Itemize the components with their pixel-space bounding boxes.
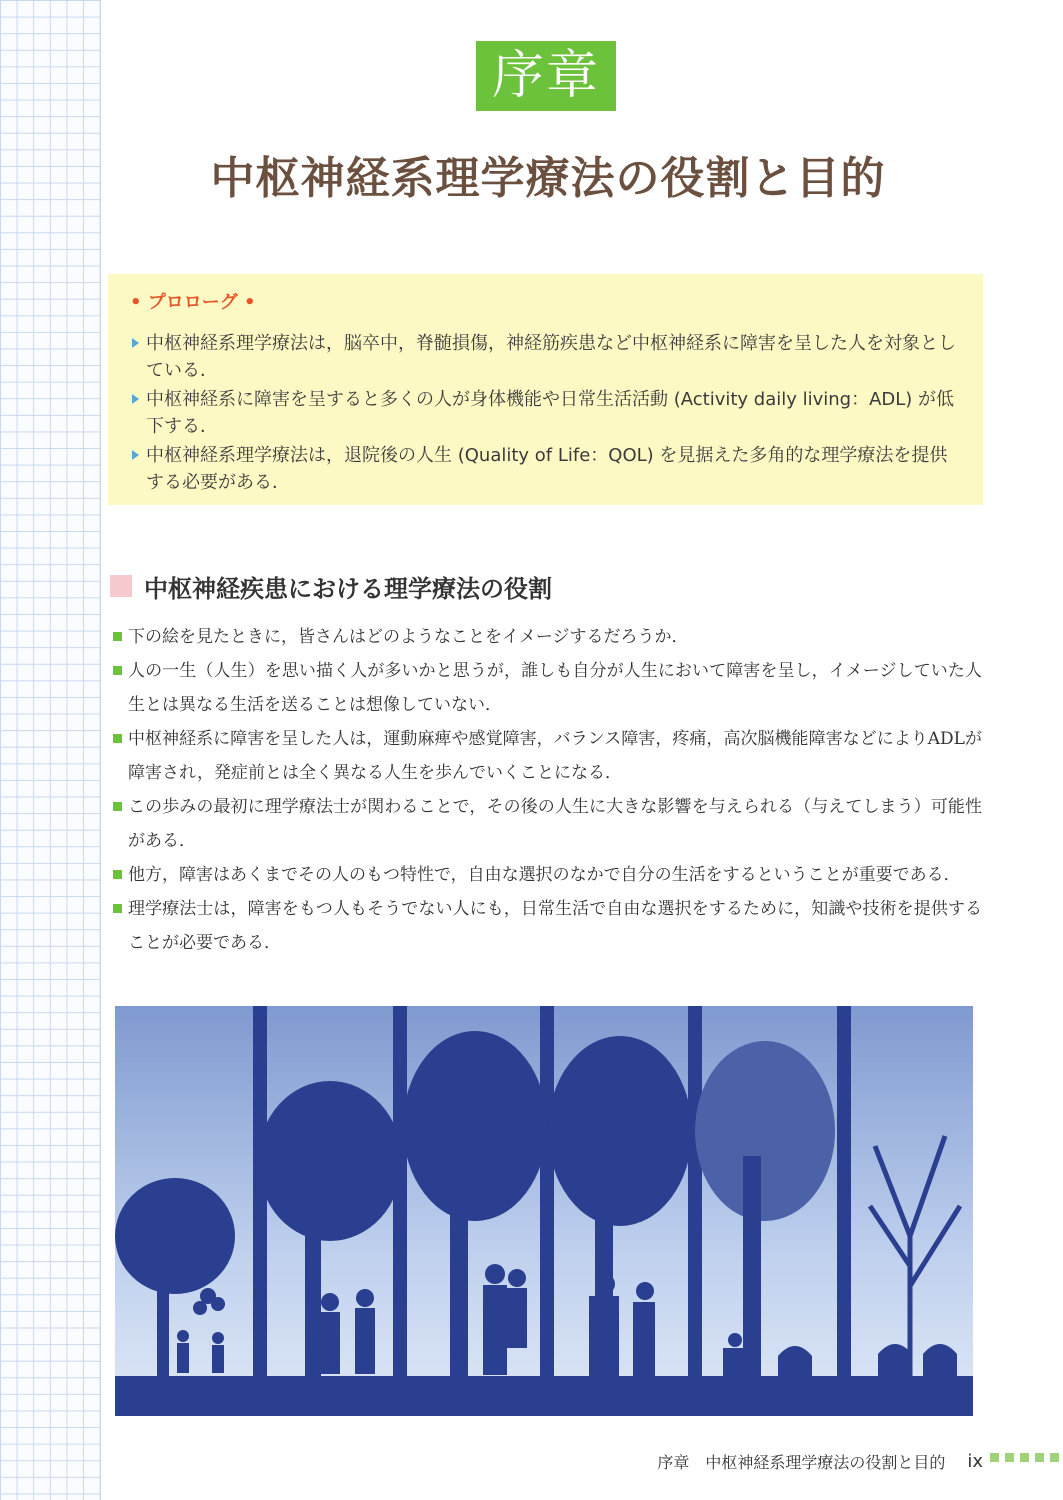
ground-silhouette — [115, 1376, 973, 1416]
page-title: 中枢神経系理学療法の役割と目的 — [210, 153, 886, 204]
grid-margin-decoration — [0, 0, 101, 1500]
pink-square-icon — [110, 575, 132, 597]
green-square-bullet-icon — [113, 870, 122, 879]
green-square-bullet-icon — [113, 734, 122, 743]
list-item — [112, 790, 982, 858]
panel-divider — [393, 1006, 407, 1416]
list-item-text: 中枢神経系に障害を呈した人は，運動麻痺や感覚障害，バランス障害，疼痛，高次脳機能障害などによりADLが障害され，発症前とは全く異なる人生を歩んでいくことになる． — [128, 729, 982, 783]
green-square-icon — [1050, 1453, 1059, 1462]
green-square-bullet-icon — [113, 802, 122, 811]
list-item-text: 下の絵を見たときに，皆さんはどのようなことをイメージするだろうか． — [128, 627, 689, 647]
green-square-bullet-icon — [113, 904, 122, 913]
footer-text: 序章 中枢神経系理学療法の役割と目的 — [657, 1453, 946, 1472]
page-number: ix — [967, 1451, 983, 1472]
prologue-item-text: 中枢神経系理学療法は，脳卒中，脊髄損傷，神経筋疾患など中枢神経系に障害を呈した人を対象としている． — [146, 333, 956, 381]
section-heading — [110, 569, 552, 603]
list-item — [112, 892, 982, 960]
chapter-badge: 序章 — [476, 41, 616, 111]
green-square-bullet-icon — [113, 666, 122, 675]
panel-divider — [837, 1006, 851, 1416]
green-square-bullet-icon — [113, 632, 122, 641]
list-item-text: 理学療法士は，障害をもつ人もそうでない人にも，日常生活で自由な選択をするために，知識や技術を提供することが必要である． — [128, 899, 982, 953]
bullet-list — [112, 620, 982, 960]
prologue-box — [108, 274, 983, 505]
green-square-icon — [1020, 1453, 1029, 1462]
green-square-icon — [1035, 1453, 1044, 1462]
prologue-item — [130, 386, 965, 440]
prologue-heading: • プロローグ • — [130, 292, 256, 313]
life-stages-illustration — [115, 1006, 973, 1416]
prologue-item-text: 中枢神経系理学療法は，退院後の人生 (Quality of Life：QOL) を見据えた多角的な理学療法を提供する必要がある． — [146, 445, 948, 493]
list-item-text: 人の一生（人生）を思い描く人が多いかと思うが，誰しも自分が人生において障害を呈し，イメージしていた人生とは異なる生活を送ることは想像していない． — [128, 661, 982, 715]
green-square-icon — [990, 1453, 999, 1462]
list-item-text: 他方，障害はあくまでその人のもつ特性で，自由な選択のなかで自分の生活をするということが重要である． — [128, 865, 961, 885]
panel-divider — [688, 1006, 702, 1416]
triangle-bullet-icon — [132, 450, 139, 460]
triangle-bullet-icon — [132, 394, 139, 404]
prologue-item — [130, 442, 965, 496]
prologue-item — [130, 330, 965, 384]
triangle-bullet-icon — [132, 338, 139, 348]
panel-divider — [253, 1006, 267, 1416]
green-square-icon — [1005, 1453, 1014, 1462]
list-item — [112, 858, 982, 892]
list-item — [112, 620, 982, 654]
panel-divider — [540, 1006, 554, 1416]
list-item — [112, 654, 982, 722]
section-heading-text: 中枢神経疾患における理学療法の役割 — [144, 574, 552, 603]
list-item — [112, 722, 982, 790]
prologue-item-text: 中枢神経系に障害を呈すると多くの人が身体機能や日常生活活動 (Activity daily living：ADL) が低下する． — [146, 389, 955, 437]
list-item-text: この歩みの最初に理学療法士が関わることで，その後の人生に大きな影響を与えられる（与えてしまう）可能性がある． — [128, 797, 982, 851]
footer-decoration — [990, 1453, 1059, 1462]
page-footer — [657, 1450, 983, 1473]
